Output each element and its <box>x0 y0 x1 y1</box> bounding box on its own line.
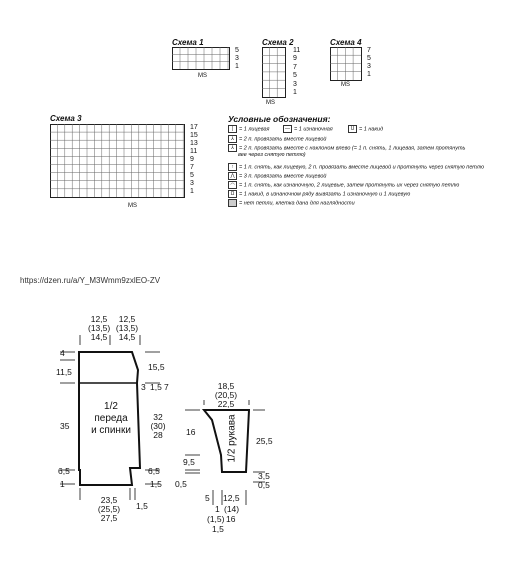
dim-left-4: 4 <box>60 348 65 358</box>
legend-item-continuation: вее через снятую петлю) <box>238 152 306 158</box>
slip-pass-symbol-icon: ◠ <box>228 181 237 189</box>
row-number: 3 <box>293 81 297 88</box>
row-number: 1 <box>235 63 239 70</box>
row-number: 5 <box>190 172 194 179</box>
dim-right-7: 7 <box>164 382 169 392</box>
dim-right-32: 32 (30) 28 <box>150 412 166 440</box>
row-number: 11 <box>293 47 301 54</box>
scheme-4-title: Схема 4 <box>330 38 362 47</box>
yo-purl-knit-symbol-icon: Ω <box>228 190 237 198</box>
ssk-symbol-icon: ⅄ <box>228 144 237 152</box>
k2tog-symbol-icon: ⅄ <box>228 135 237 143</box>
scheme-2-title: Схема 2 <box>262 38 294 47</box>
dim-sleeve-bottom-1-5-paren: (1,5) <box>207 514 225 524</box>
legend-item: U = 1 накид <box>348 125 383 133</box>
dim-sleeve-right-0-5: 0,5 <box>258 480 270 490</box>
row-number: 9 <box>293 55 297 62</box>
dim-sleeve-left-9-5: 9,5 <box>183 457 195 467</box>
knit-symbol-icon: | <box>228 125 237 133</box>
row-number: 5 <box>235 47 239 54</box>
row-number: 7 <box>293 64 297 71</box>
ms-label: MS <box>266 100 275 106</box>
row-number: 5 <box>367 55 371 62</box>
dim-right-3: 3 <box>141 382 146 392</box>
dim-bottom: 23,5 (25,5) 27,5 <box>97 495 121 523</box>
row-number: 3 <box>190 180 194 187</box>
sk2p-symbol-icon: ↑ <box>228 163 237 171</box>
body-label: 1/2 переда и спинки <box>91 401 131 436</box>
dim-right-6-5: 6,5 <box>148 466 160 476</box>
row-number: 1 <box>293 89 297 96</box>
legend-title: Условные обозначения: <box>228 114 331 124</box>
row-number: 7 <box>367 47 371 54</box>
row-number: 1 <box>367 71 371 78</box>
dim-left-1: 1 <box>60 479 65 489</box>
dim-sleeve-top: 18,5 (20,5) 22,5 <box>214 381 238 409</box>
legend-item: Ω = 1 накид, в изнаночном ряду вывязать 1 изнаночную и 1 лицевую <box>228 190 410 198</box>
legend-item: | = 1 лицевая <box>228 125 269 133</box>
dim-left-6-5: 6,5 <box>58 466 70 476</box>
dim-left-35: 35 <box>60 421 70 431</box>
yarn-over-symbol-icon: U <box>348 125 357 133</box>
dim-right-1-5-a: 1,5 <box>150 382 162 392</box>
legend-item: ⋀ = 3 п. провязать вместе лицевой <box>228 172 326 180</box>
dim-bottom-1-5: 1,5 <box>136 501 148 511</box>
row-number: 15 <box>190 132 198 139</box>
dim-sleeve-left-0-5: 0,5 <box>175 479 187 489</box>
legend-item: ◠ = 1 п. снять, как изнаночную, 2 лицевые, затем протянуть их через снятую петлю <box>228 181 459 189</box>
source-url[interactable]: https://dzen.ru/a/Y_M3Wmm9zxlEO-ZV <box>20 276 161 285</box>
legend-item: — = 1 изнаночная <box>285 126 333 133</box>
legend-item: ↑ = 1 п. снять, как лицевую, 2 п. провязать вместе лицевой и протянуть через снятую петлю <box>228 163 484 171</box>
dim-top-right: 12,5 (13,5) 14,5 <box>115 314 139 342</box>
row-number: 17 <box>190 124 198 131</box>
row-number: 9 <box>190 156 194 163</box>
dim-sleeve-bottom-16: 16 <box>226 514 236 524</box>
dim-sleeve-bottom-5: 5 <box>205 493 210 503</box>
sleeve-label: 1/2 рукава <box>226 414 238 463</box>
legend-item: = нет петли, клетка дана для наглядности <box>228 199 355 207</box>
dim-sleeve-left-16: 16 <box>186 427 196 437</box>
dim-right-15-5: 15,5 <box>148 362 165 372</box>
row-number: 3 <box>235 55 239 62</box>
dim-sleeve-right-3-5: 3,5 <box>258 471 270 481</box>
legend-item: ⅄ = 2 п. провязать вместе лицевой <box>228 135 326 143</box>
row-number: 1 <box>190 188 194 195</box>
ms-label: MS <box>128 203 137 209</box>
row-number: 13 <box>190 140 198 147</box>
dim-top-left: 12,5 (13,5) 14,5 <box>88 314 111 342</box>
sleeve-dimension-lines <box>185 400 265 505</box>
row-number: 3 <box>367 63 371 70</box>
scheme-3-title: Схема 3 <box>50 114 82 123</box>
dim-sleeve-right-25-5: 25,5 <box>256 436 273 446</box>
dim-left-11-5: 11,5 <box>56 367 72 377</box>
ms-label: MS <box>198 73 207 79</box>
dim-sleeve-bottom-1-5: 1,5 <box>212 524 224 534</box>
scheme-1-title: Схема 1 <box>172 38 204 47</box>
dim-right-1-5-b: 1,5 <box>150 479 162 489</box>
row-number: 11 <box>190 148 198 155</box>
dim-sleeve-bottom-12-5: 12,5 <box>223 493 240 503</box>
legend-item: ⅄ = 2 п. провязать вместе с наклоном влево (= 1 п. снять, 1 лицевая, затем протянуть <box>228 144 465 152</box>
dim-sleeve-bottom-1: 1 <box>215 504 220 514</box>
purl-symbol-icon: — <box>285 126 290 132</box>
k3tog-symbol-icon: ⋀ <box>228 172 237 180</box>
row-number: 7 <box>190 164 194 171</box>
row-number: 5 <box>293 72 297 79</box>
dim-sleeve-bottom-14: (14) <box>224 504 240 514</box>
ms-label: MS <box>341 82 350 88</box>
